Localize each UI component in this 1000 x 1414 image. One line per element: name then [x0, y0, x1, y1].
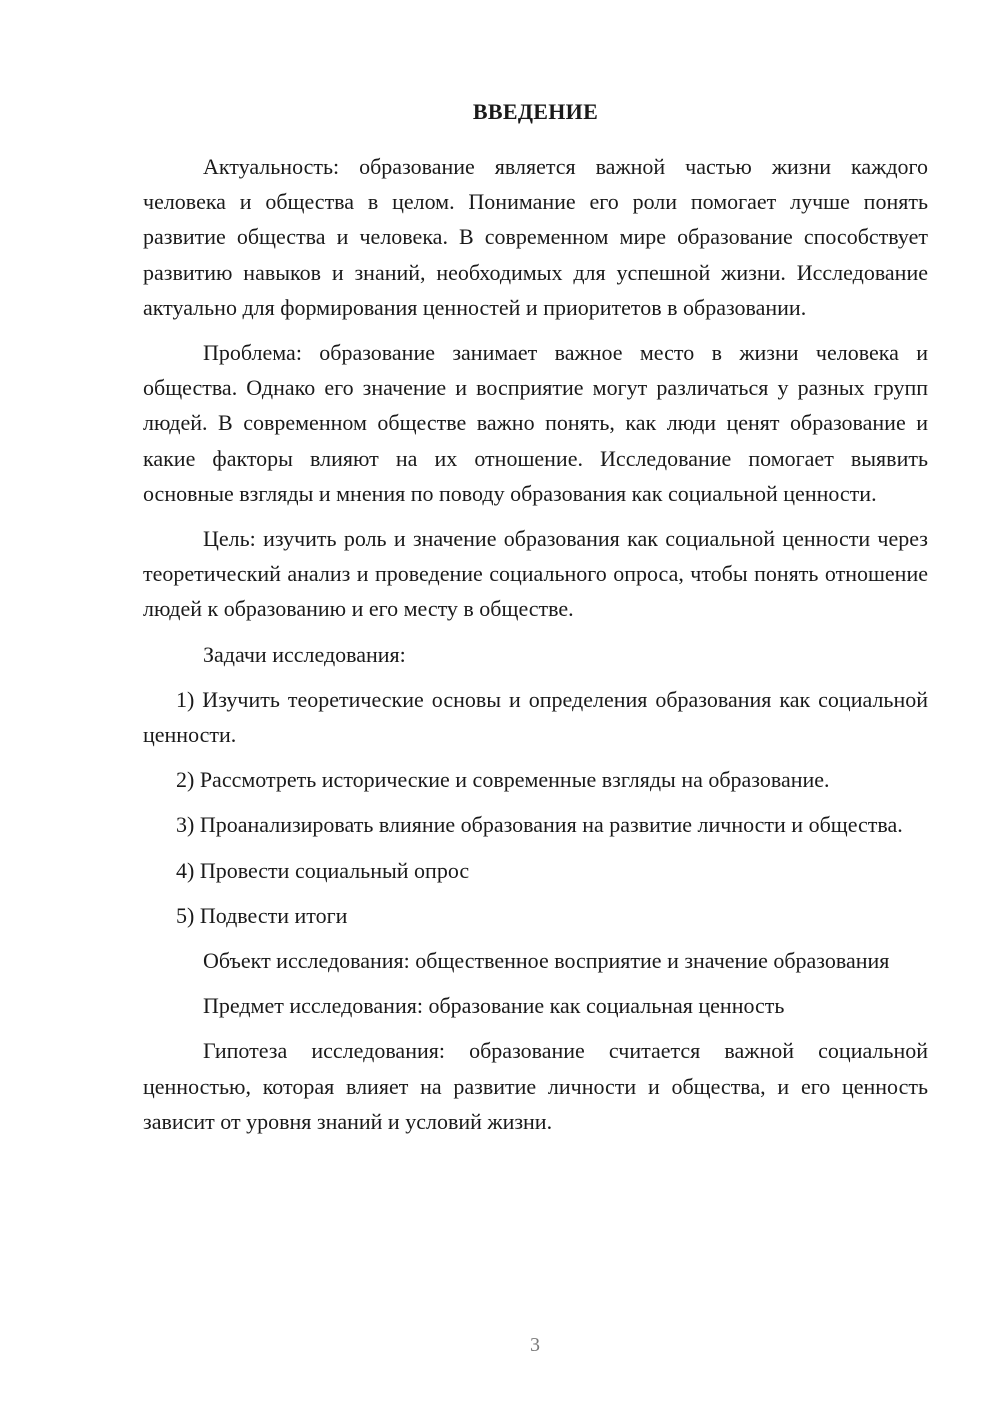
paragraph-problem: Проблема: образование занимает важное место в жизни человека и общества. Однако его значение и восприятие могут различаться у разных групп людей. В современном обществе важно понять, как люди ценят образование и какие факторы влияют на их отношение. Исследование помогает выявить основные взгляды и мнения по поводу образования как социальной ценности.	[143, 340, 928, 506]
paragraph-relevance: Актуальность: образование является важной частью жизни каждого человека и общества в целом. Понимание его роли помогает лучше понять развитие общества и человека. В современном мире образование способствует развитию навыков и знаний, необходимых для успешной жизни. Исследование актуально для формирования ценностей и приоритетов в образовании.	[143, 154, 928, 320]
page-number: 3	[530, 1334, 540, 1356]
paragraph-hypothesis: Гипотеза исследования: образование считается важной социальной ценностью, которая влияет на развитие личности и общества, и его ценность зависит от уровня знаний и условий жизни.	[143, 1038, 928, 1134]
document-page	[143, 94, 928, 1139]
paragraph-goal: Цель: изучить роль и значение образования как социальной ценности через теоретический анализ и проведение социального опроса, чтобы понять отношение людей к образованию и его месту в обществе.	[143, 526, 928, 622]
section-heading: ВВЕДЕНИЕ	[472, 99, 599, 124]
paragraph-tasks-heading: Задачи исследования:	[203, 641, 406, 667]
paragraph-subject: Предмет исследования: образование как социальная ценность	[203, 993, 785, 1019]
task-item-3: 3) Проанализировать влияние образования на развитие личности и общества.	[176, 812, 903, 838]
task-item-5: 5) Подвести итоги	[176, 902, 348, 928]
task-item-1: 1) Изучить теоретические основы и определения образования как социальной ценности.	[143, 686, 928, 748]
task-item-4: 4) Провести социальный опрос	[176, 857, 470, 883]
task-item-2: 2) Рассмотреть исторические и современные взгляды на образование.	[176, 767, 830, 793]
paragraph-object: Объект исследования: общественное восприятие и значение образования	[203, 948, 890, 974]
